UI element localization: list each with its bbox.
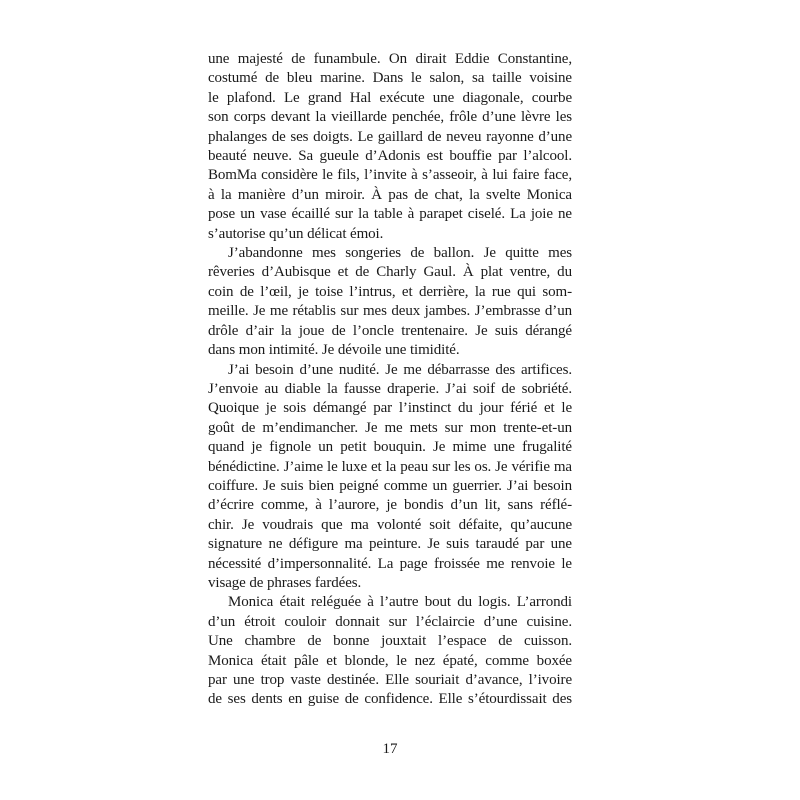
text-line: coin de l’œil, je toise l’intrus, et derrière, la rue qui som- [208,283,572,300]
text-line: d’un étroit couloir donnait sur l’éclaircie d’une cuisine. [208,613,572,630]
text-line: coiffure. Je suis bien peigné comme un guerrier. J’ai besoin [208,477,572,494]
text-line: s’autorise qu’un délicat émoi. [208,225,384,242]
text-line: phalanges de ses doigts. Le gaillard de neveu rayonne d’une [208,128,572,145]
text-line: J’ai besoin d’une nudité. Je me débarrasse des artifices. [228,361,572,378]
text-line: par une trop vaste destinée. Elle souriait d’avance, l’ivoire [208,672,572,688]
text-line: J’abandonne mes songeries de ballon. Je quitte mes [228,245,572,262]
text-line: BomMa considère le fils, l’invite à s’asseoir, à lui faire face, [208,167,572,184]
text-line: quand je fignole un petit bouquin. Je mime une frugalité [208,439,572,456]
text-line: J’envoie au diable la fausse draperie. J’ai soif de sobriété. [208,380,572,397]
text-line: signature ne défigure ma peinture. Je suis taraudé par une [208,536,572,553]
text-line: rêveries d’Aubisque et de Charly Gaul. À plat ventre, du [208,264,572,281]
text-line: bénédictine. J’aime le luxe et la peau sur les os. Je vérifie ma [208,458,572,475]
text-line: pose un vase écaillé sur la table à parapet ciselé. La joie ne [208,206,572,223]
text-line: le plafond. Le grand Hal exécute une diagonale, courbe [208,89,572,106]
text-line: chir. Je voudrais que ma volonté soit défaite, qu’aucune [208,516,572,533]
page-number: 17 [382,741,398,757]
text-line: dans mon intimité. Je dévoile une timidité. [208,342,460,359]
text-line: Une chambre de bonne jouxtait l’espace de cuisson. [208,633,572,650]
text-line: une majesté de funambule. On dirait Eddie Constantine, [208,51,572,67]
text-line: nécessité d’impersonnalité. La page froissée me renvoie le [208,555,572,572]
text-line: meille. Je me rétablis sur mes deux jambes. J’embrasse d’un [208,303,572,320]
book-page [208,50,572,780]
text-line: Monica était reléguée à l’autre bout du logis. L’arrondi [228,594,572,611]
text-line: Quoique je sois démangé par l’instinct du jour férié et le [208,400,572,417]
text-line: d’écrire comme, à l’aurore, je bondis d’un lit, sans réflé- [208,497,572,514]
text-line: Monica était pâle et blonde, le nez épaté, comme boxée [208,652,572,669]
text-line: son corps devant la vieillarde penchée, frôle d’une lèvre les [208,109,572,126]
text-line: goût de m’endimancher. Je me mets sur mon trente-et-un [208,419,572,436]
text-line: visage de phrases fardées. [208,574,362,591]
text-line: de ses dents en guise de confidence. Elle s’étourdissait des [208,691,572,708]
text-line: drôle d’air la joue de l’oncle trentenaire. Je suis dérangé [208,322,572,339]
text-line: costumé de bleu marine. Dans le salon, sa taille voisine [208,70,572,87]
body-text [208,50,572,710]
text-line: à la manière d’un miroir. À pas de chat, la svelte Monica [208,186,572,203]
text-line: beauté neuve. Sa gueule d’Adonis est bouffie par l’alcool. [208,148,572,165]
